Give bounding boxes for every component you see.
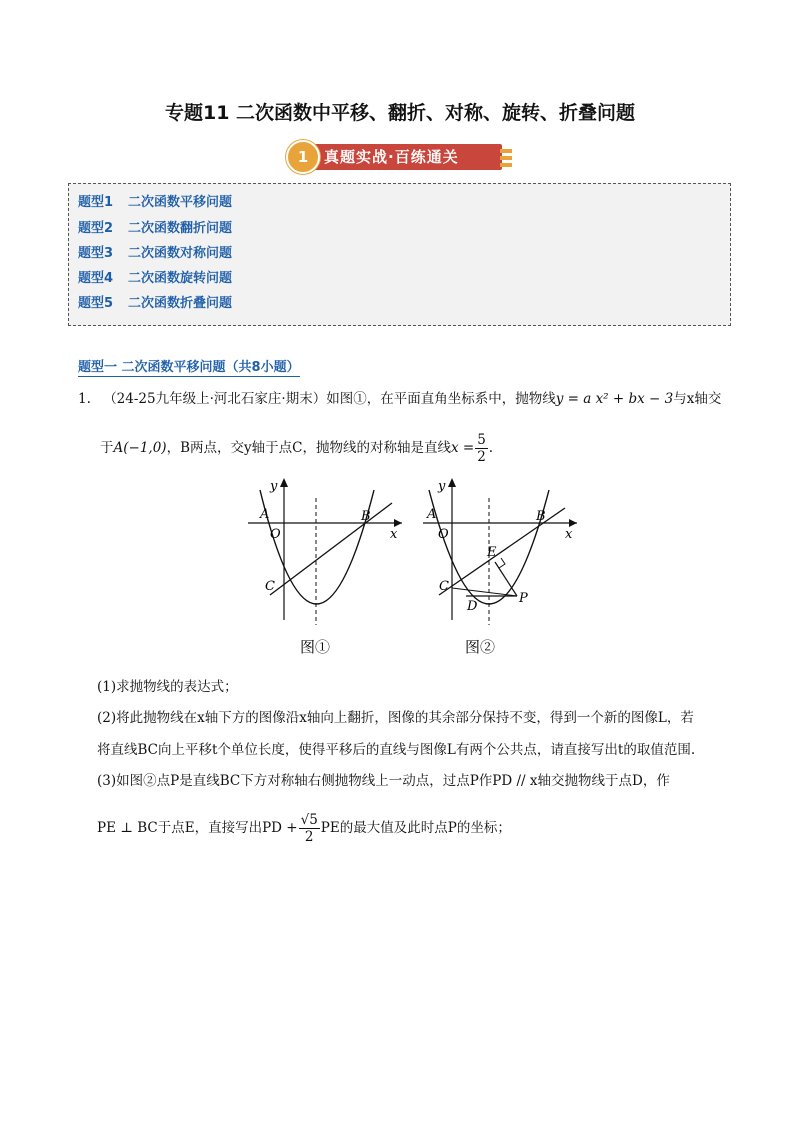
fraction	[299, 812, 320, 845]
label-c: C	[439, 579, 449, 594]
x-axis-arrow	[569, 519, 577, 527]
toc-item[interactable]	[78, 242, 232, 261]
toc-item-number: 题型3	[78, 246, 114, 261]
toc-item-number: 题型2	[78, 221, 114, 236]
label-c: C	[265, 579, 275, 594]
page-title: 专题11 二次函数中平移、翻折、对称、旋转、折叠问题	[164, 102, 636, 124]
label-p: P	[519, 591, 528, 606]
figure-1	[240, 470, 410, 660]
label-x: x	[390, 527, 398, 542]
fraction-numerator: √5	[300, 812, 318, 828]
toc-item-label: 二次函数对称问题	[128, 246, 233, 261]
part-2-line-2: 将直线BC向上平移t个单位长度，使得平移后的直线与图像L有两个公共点，请直接写出t的取值范围.	[97, 742, 696, 758]
toc-item-label: 二次函数翻折问题	[128, 221, 233, 236]
label-y: y	[270, 479, 278, 494]
segment-cp	[452, 588, 517, 596]
label-o: O	[270, 527, 281, 542]
toc-item-label: 二次函数折叠问题	[128, 296, 233, 311]
right-angle-mark	[499, 558, 505, 568]
toc-item-label: 二次函数平移问题	[128, 195, 233, 210]
toc-item[interactable]	[78, 292, 232, 311]
question-text: PE ⊥ BC于点E，直接写出PD +	[97, 820, 298, 836]
toc-item-number: 题型5	[78, 296, 114, 311]
question-text: 于	[100, 440, 114, 456]
figure-1-caption: 图①	[300, 638, 331, 656]
question-text: 如图①，在平面直角坐标系中，抛物线	[326, 391, 556, 407]
fraction-numerator: 5	[477, 432, 486, 448]
toc-item-label: 二次函数旋转问题	[128, 271, 233, 286]
figure-2-caption: 图②	[465, 638, 496, 656]
figure-2	[415, 470, 585, 660]
banner-decoration	[500, 156, 512, 160]
banner-decoration	[500, 163, 512, 167]
question-text: ，B两点，交y轴于点C，抛物线的对称轴是直线	[166, 440, 451, 456]
label-a: A	[260, 507, 270, 522]
part-2-line-1: (2)将此抛物线在x轴下方的图像沿x轴向上翻折，图像的其余部分保持不变，得到一个新的图像L，若	[97, 710, 694, 726]
point-a: A(−1,0)	[113, 440, 167, 456]
equation: y = a x² + bx − 3	[555, 391, 674, 407]
label-y: y	[438, 479, 446, 494]
section-heading: 题型一 二次函数平移问题（共8小题）	[78, 356, 300, 377]
label-o: O	[438, 527, 449, 542]
fraction-denominator: 2	[477, 449, 486, 465]
toc-item-number: 题型4	[78, 271, 114, 286]
label-b: B	[536, 509, 546, 524]
toc-item-number: 题型1	[78, 195, 114, 210]
fraction-denominator: 2	[304, 829, 314, 845]
question-text: 与x轴交	[673, 391, 722, 407]
question-line-2	[100, 432, 493, 465]
part-3-line-2	[97, 812, 511, 845]
segment-pe	[495, 562, 517, 596]
toc-item[interactable]	[78, 217, 232, 236]
label-a: A	[427, 507, 437, 522]
label-b: B	[361, 509, 371, 524]
question-text: .	[488, 440, 494, 456]
section-banner	[286, 140, 514, 174]
label-d: D	[467, 599, 478, 614]
part-1: (1)求抛物线的表达式；	[97, 679, 238, 695]
line-bc	[270, 503, 392, 595]
table-of-contents	[68, 183, 731, 326]
toc-item[interactable]	[78, 191, 232, 210]
part-3-line-1: (3)如图②点P是直线BC下方对称轴右侧抛物线上一动点，过点P作PD // x轴交抛物线于点D，作	[97, 773, 670, 789]
banner-number: 1	[286, 140, 320, 174]
banner-text: 真题实战·百练通关	[324, 148, 459, 166]
axis-equation: x =	[450, 440, 475, 456]
label-e: E	[487, 545, 497, 560]
y-axis-arrow	[448, 478, 456, 487]
toc-item[interactable]	[78, 267, 232, 286]
fraction	[475, 432, 488, 465]
question-number: 1.	[78, 391, 91, 407]
question-line-1	[78, 387, 721, 407]
y-axis-arrow	[280, 478, 288, 487]
line-bc	[439, 508, 565, 595]
question-text: PE的最大值及此时点P的坐标；	[320, 820, 511, 836]
x-axis-arrow	[394, 519, 402, 527]
label-x: x	[565, 527, 573, 542]
parabola	[260, 490, 374, 604]
banner-decoration	[500, 149, 512, 153]
question-source: （24-25九年级上·河北石家庄·期末）	[103, 391, 327, 407]
